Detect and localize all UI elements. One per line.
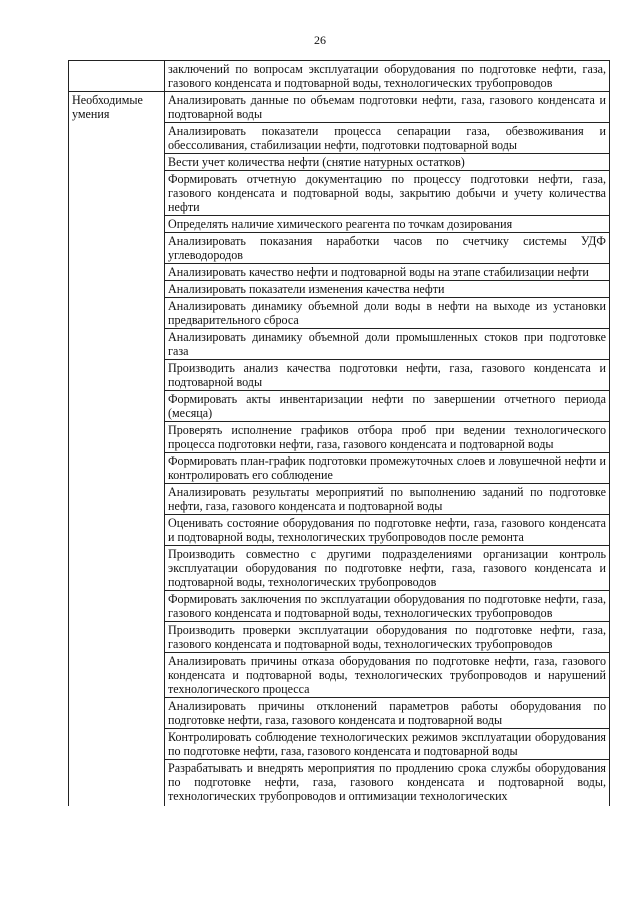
label-cell [69,123,165,154]
skill-item: Анализировать качество нефти и подтоварной воды на этапе стабилизации нефти [165,264,610,281]
skill-item: Анализировать динамику объемной доли воды в нефти на выходе из установки предварительного сброса [165,298,610,329]
label-cell [69,171,165,216]
skill-item: Контролировать соблюдение технологических режимов эксплуатации оборудования по подготовке нефти, газа, газового конденсата и подтоварной воды [165,729,610,760]
skill-item: Анализировать данные по объемам подготовки нефти, газа, газового конденсата и подтоварной воды [165,92,610,123]
label-cell [69,653,165,698]
skill-item: Разрабатывать и внедрять мероприятия по продлению срока службы оборудования по подготовке нефти, газа, газового конденсата и подтоварной воды, технологических трубопроводов и оптимизации технологических [165,760,610,807]
table-row [69,391,610,422]
table-row [69,281,610,298]
table-row [69,622,610,653]
row-text: заключений по вопросам эксплуатации оборудования по подготовке нефти, газа, газового конденсата и подтоварной воды, технологических трубопроводов [165,61,610,92]
skill-item: Анализировать показатели изменения качества нефти [165,281,610,298]
row-label-empty [69,61,165,92]
table-row [69,61,610,92]
skill-item: Анализировать показатели процесса сепарации газа, обезвоживания и обессоливания, стабилизации нефти, подготовки подтоварной воды [165,123,610,154]
skill-item: Формировать план-график подготовки промежуточных слоев и ловушечной нефти и контролировать его соблюдение [165,453,610,484]
skill-item: Анализировать динамику объемной доли промышленных стоков при подготовке газа [165,329,610,360]
skill-item: Определять наличие химического реагента по точкам дозирования [165,216,610,233]
table-row [69,233,610,264]
table-row [69,729,610,760]
skills-table [68,60,610,806]
skill-item: Вести учет количества нефти (снятие натурных остатков) [165,154,610,171]
table-row [69,484,610,515]
label-cell [69,484,165,515]
label-cell [69,698,165,729]
skill-item: Проверять исполнение графиков отбора проб при ведении технологического процесса подготовки нефти, газа, газового конденсата и подтоварной воды [165,422,610,453]
label-cell [69,264,165,281]
label-cell [69,233,165,264]
label-cell [69,216,165,233]
label-cell [69,154,165,171]
skill-item: Формировать заключения по эксплуатации оборудования по подготовке нефти, газа, газового конденсата и подтоварной воды, технологических трубопроводов [165,591,610,622]
table-row [69,298,610,329]
skill-item: Формировать акты инвентаризации нефти по завершении отчетного периода (месяца) [165,391,610,422]
label-cell [69,453,165,484]
table-row [69,154,610,171]
table-row [69,264,610,281]
skill-item: Производить анализ качества подготовки нефти, газа, газового конденсата и подтоварной воды [165,360,610,391]
table-row [69,698,610,729]
skill-item: Анализировать причины отклонений параметров работы оборудования по подготовке нефти, газа, газового конденсата и подтоварной воды [165,698,610,729]
skill-item: Формировать отчетную документацию по процессу подготовки нефти, газа, газового конденсата и подтоварной воды, закрытию добычи и учету количества нефти [165,171,610,216]
skill-item: Анализировать результаты мероприятий по выполнению заданий по подготовке нефти, газа, газового конденсата и подтоварной воды [165,484,610,515]
section-label: Необходимые умения [69,92,165,123]
label-cell [69,760,165,807]
table-row [69,329,610,360]
skill-item: Производить проверки эксплуатации оборудования по подготовке нефти, газа, газового конденсата и подтоварной воды, технологических трубопроводов [165,622,610,653]
label-cell [69,329,165,360]
label-cell [69,729,165,760]
label-cell [69,591,165,622]
skill-item: Анализировать причины отказа оборудования по подготовке нефти, газа, газового конденсата и подтоварной воды, технологических трубопроводов и нарушений технологического процесса [165,653,610,698]
table-row [69,360,610,391]
table-row [69,546,610,591]
table-row [69,515,610,546]
label-cell [69,546,165,591]
skill-item: Анализировать показания наработки часов по счетчику системы УДФ углеводородов [165,233,610,264]
table-row [69,216,610,233]
label-cell [69,298,165,329]
page-number: 26 [314,33,326,47]
table-row [69,653,610,698]
table-row [69,92,610,123]
label-cell [69,515,165,546]
label-cell [69,622,165,653]
skill-item: Производить совместно с другими подразделениями организации контроль эксплуатации оборудования по подготовке нефти, газа, газового конденсата и подтоварной воды, технологических трубопроводов [165,546,610,591]
table-row [69,171,610,216]
label-cell [69,360,165,391]
table-row [69,760,610,807]
skill-item: Оценивать состояние оборудования по подготовке нефти, газа, газового конденсата и подтоварной воды, технологических трубопроводов после ремонта [165,515,610,546]
label-cell [69,422,165,453]
label-cell [69,281,165,298]
table-row [69,123,610,154]
label-cell [69,391,165,422]
table-row [69,453,610,484]
table-row [69,591,610,622]
table-row [69,422,610,453]
